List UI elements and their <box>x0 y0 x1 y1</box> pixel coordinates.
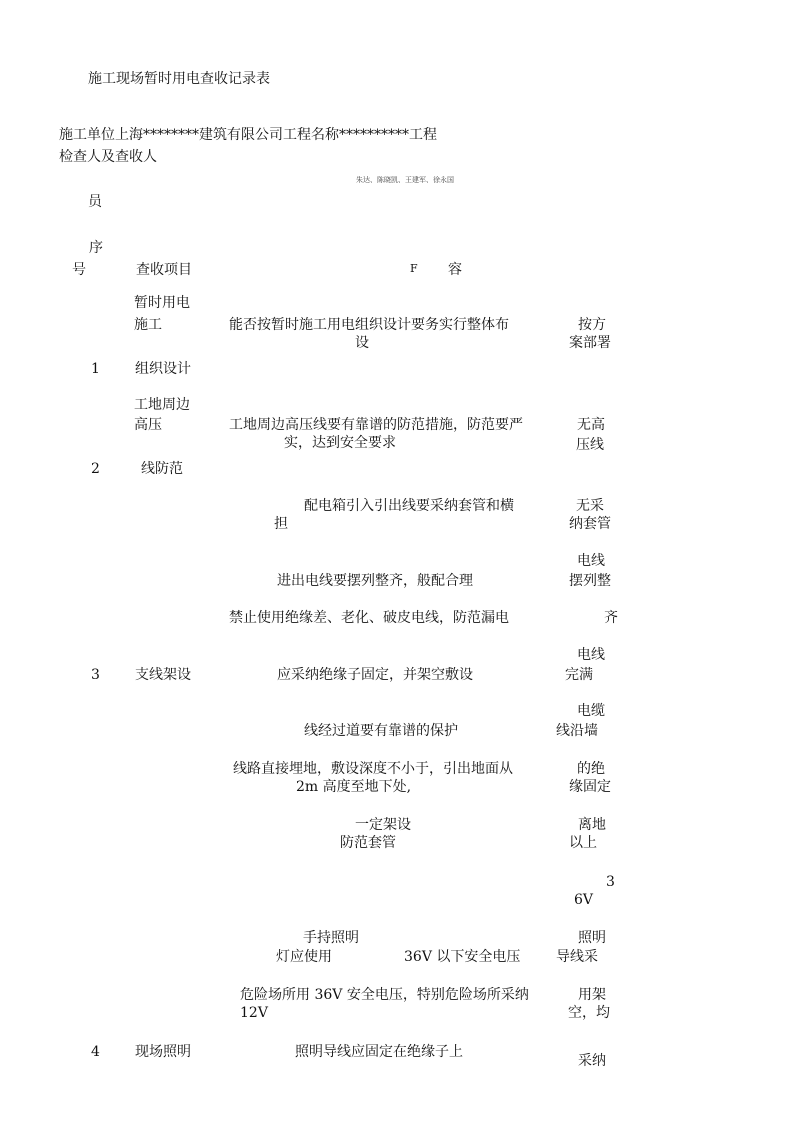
r3-result-5a: 电缆 <box>577 703 605 719</box>
r3-content-6b: 2m 高度至地下处, <box>296 779 412 795</box>
row1-result-b: 案部署 <box>569 335 611 351</box>
r4-content-9a: 手持照明 <box>303 930 359 946</box>
r3-result-3: 齐 <box>604 610 618 626</box>
r4-result-10a: 用架 <box>578 987 606 1003</box>
r4-content-9c: 36V 以下安全电压 <box>404 949 521 965</box>
r4-result-10b: 空，均 <box>568 1005 610 1021</box>
r4-content-9b: 灯应使用 <box>276 949 332 965</box>
signers-handwritten: 朱达、陈晓凯、王建军、徐永国 <box>356 176 454 184</box>
row1-content-b: 设 <box>355 335 369 351</box>
r3-result-4b: 完满 <box>565 667 593 683</box>
row2-item-a: 工地周边 <box>134 397 190 413</box>
r3-result-1a: 无采 <box>576 498 604 514</box>
r4-content-11: 照明导线应固定在绝缘子上 <box>295 1044 463 1060</box>
row4-item: 现场照明 <box>135 1044 191 1060</box>
r4-content-10a: 危险场所用 36V 安全电压，特别危险场所采纳 <box>240 987 529 1003</box>
r3-content-6a: 线路直接埋地，敷设深度不小于，引出地面从 <box>233 761 513 777</box>
company-project-line: 施工单位上海********建筑有限公司工程名称**********工程 <box>59 127 437 143</box>
r3-content-7a: 一定架设 <box>355 817 411 833</box>
r3-content-4: 应采纳绝缘子固定，并架空敷设 <box>277 667 473 683</box>
r4-result-8a: 3 <box>606 874 615 890</box>
document-title: 施工现场暂时用电查收记录表 <box>88 71 270 87</box>
row1-content-a: 能否按暂时施工用电组织设计要务实行整体布 <box>229 317 509 333</box>
r3-result-7b: 以上 <box>569 835 597 851</box>
row2-num: 2 <box>91 461 100 477</box>
r4-result-8b: 6V <box>574 892 594 908</box>
r4-content-10b: 12V <box>240 1005 268 1021</box>
r3-result-6b: 缘固定 <box>569 779 611 795</box>
row2-item-c: 线防范 <box>141 461 183 477</box>
row4-num: 4 <box>91 1044 100 1060</box>
row1-item-a: 暂时用电 <box>134 295 190 311</box>
row1-result-a: 按方 <box>578 317 606 333</box>
row1-item-c: 组织设计 <box>135 361 191 377</box>
r4-result-9a: 照明 <box>578 930 606 946</box>
r3-content-1b: 担 <box>274 516 288 532</box>
r3-content-3: 禁止使用绝缘差、老化、破皮电线，防范漏电 <box>229 610 509 626</box>
row1-num: 1 <box>91 361 100 377</box>
row3-item: 支线架设 <box>135 667 191 683</box>
row1-item-b: 施工 <box>134 317 162 333</box>
inspector-label: 检查人及查收人 <box>59 149 157 165</box>
header-content-a: F <box>410 262 418 275</box>
row2-content-b: 实，达到安全要求 <box>284 435 396 451</box>
r3-result-6a: 的绝 <box>577 761 605 777</box>
r3-content-2: 进出电线要摆列整齐，般配合理 <box>277 573 473 589</box>
row2-result-a: 无高 <box>577 417 605 433</box>
row2-item-b: 高压 <box>134 417 162 433</box>
header-item: 查收项目 <box>136 262 192 278</box>
r3-result-2b: 摆列整 <box>569 573 611 589</box>
row3-num: 3 <box>91 667 100 683</box>
r4-result-11: 采纳 <box>578 1053 606 1069</box>
inspector-label-cont: 员 <box>88 194 102 210</box>
r3-result-5b: 线沿墙 <box>556 723 598 739</box>
row2-result-b: 压线 <box>576 437 604 453</box>
header-content-b: 容 <box>448 262 462 278</box>
r3-content-1a: 配电箱引入引出线要采纳套管和横 <box>304 498 514 514</box>
r3-result-4a: 电线 <box>577 647 605 663</box>
header-seq-top: 序 <box>89 240 103 256</box>
r3-content-7b: 防范套管 <box>340 835 396 851</box>
r3-content-5: 线经过道要有靠谱的保护 <box>304 723 458 739</box>
row2-content-a: 工地周边高压线要有靠谱的防范措施，防范要严 <box>229 417 523 433</box>
r4-result-9b: 导线采 <box>556 949 598 965</box>
r3-result-7a: 离地 <box>578 817 606 833</box>
r3-result-1b: 纳套管 <box>569 516 611 532</box>
header-seq-bottom: 号 <box>72 262 86 278</box>
r3-result-2a: 电线 <box>577 553 605 569</box>
